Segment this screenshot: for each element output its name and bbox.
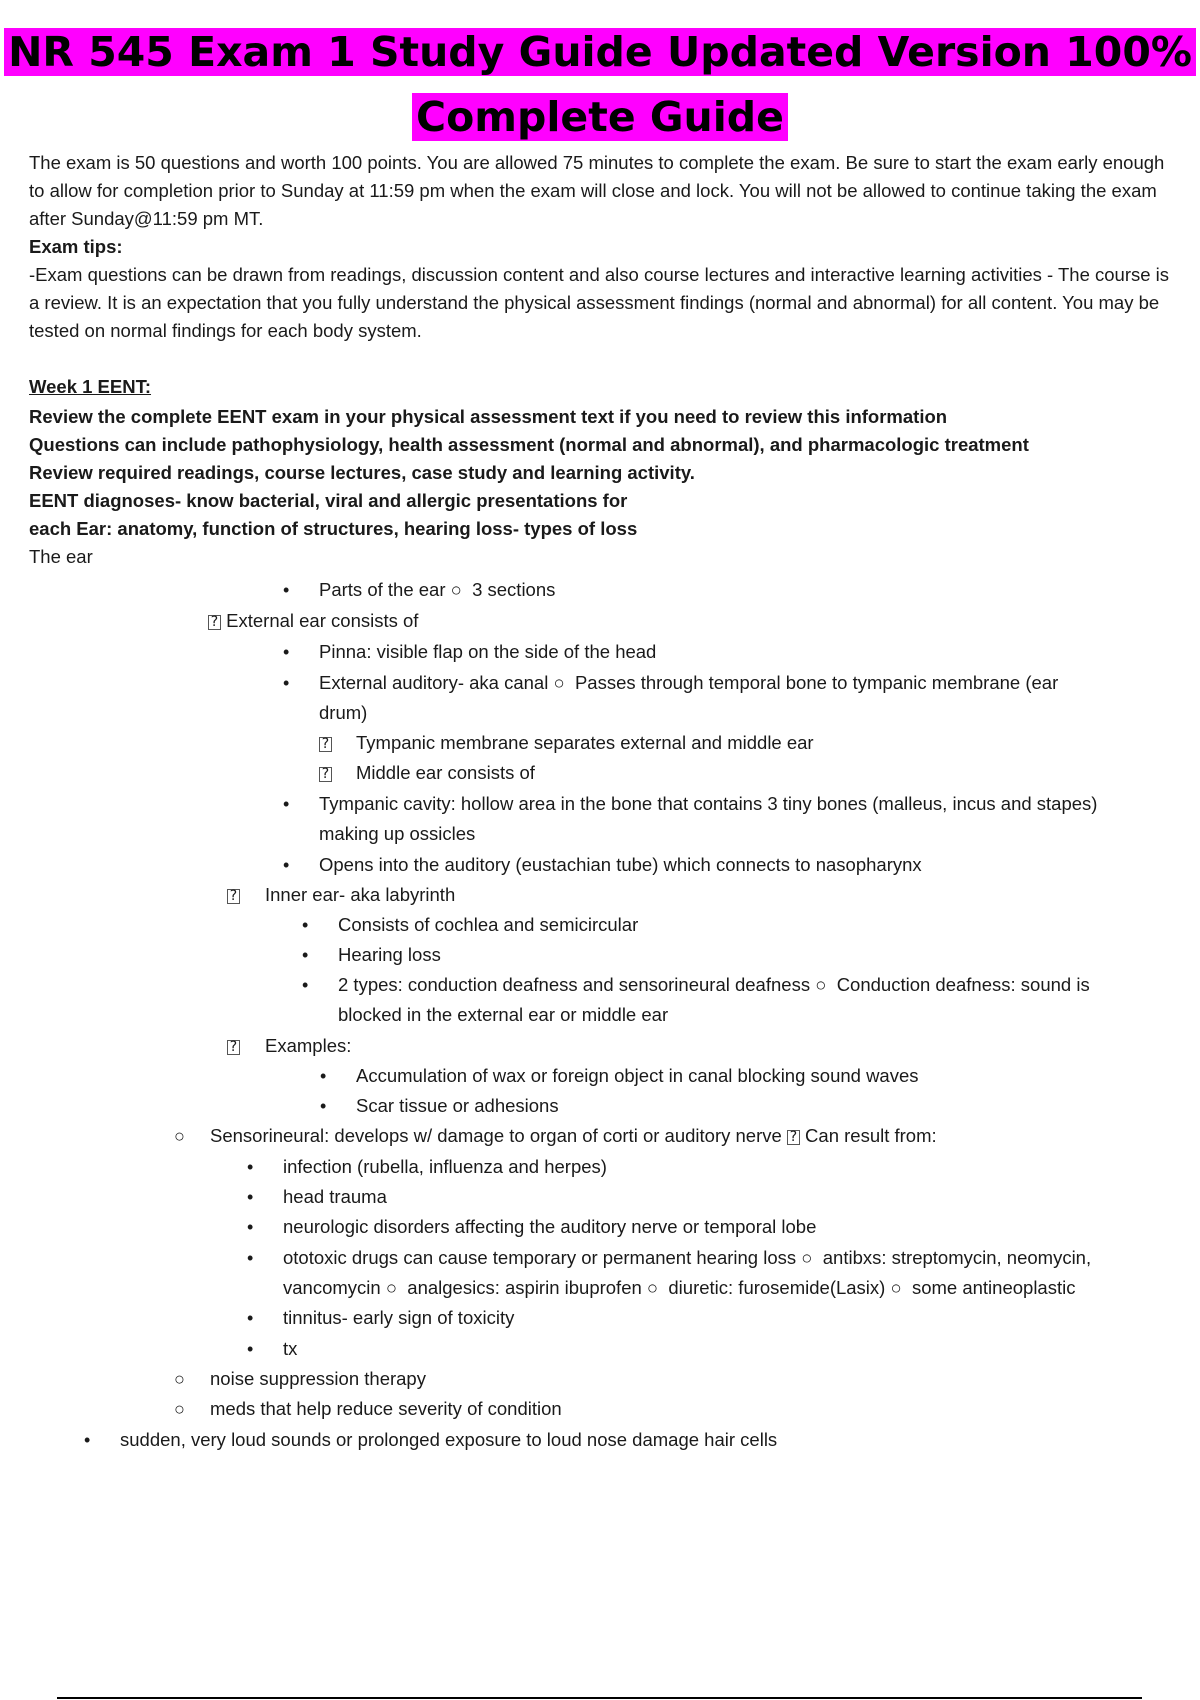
circle-bullet-icon: ○: [801, 1247, 813, 1268]
exam-tips-text: -Exam questions can be drawn from readings, discussion content and also course lectures and interactive learning activities - The course is a review. It is an expectation that you fully understand the physical assessment findings (normal and abnormal) for all content. You may be tested on normal findings for each body system.: [29, 264, 1170, 341]
list-item: infection (rubella, influenza and herpes): [283, 1156, 607, 1177]
circle-bullet-icon: ○: [174, 1126, 185, 1146]
list-item: tinnitus- early sign of toxicity: [283, 1307, 515, 1328]
list-item-continued: blocked in the external ear or middle ear: [338, 1004, 669, 1025]
bullet-icon: •: [283, 855, 290, 875]
list-item: Inner ear- aka labyrinth: [265, 884, 456, 905]
list-item: ? External ear consists of: [208, 607, 418, 635]
bullet-icon: •: [84, 1430, 91, 1450]
list-item-continued: vancomycin ○ analgesics: aspirin ibuprofen ○ diuretic: furosemide(Lasix) ○ some antineoplastic: [283, 1277, 1076, 1298]
list-item: Scar tissue or adhesions: [356, 1095, 559, 1116]
list-item: Parts of the ear ○ 3 sections: [319, 579, 556, 600]
missing-glyph-icon: ?: [319, 729, 332, 757]
the-ear-label: The ear: [29, 546, 93, 567]
list-item: Tympanic cavity: hollow area in the bone that contains 3 tiny bones (malleus, incus and stapes): [319, 793, 1098, 814]
intro-paragraph: The exam is 50 questions and worth 100 points. You are allowed 75 minutes to complete the exam. Be sure to start the exam early enough to allow for completion prior to Sunday at 11:59 pm when the exam will close and lock. You will not be allowed to continue taking the exam after Sunday@11:59 pm MT.: [29, 152, 1165, 229]
circle-bullet-icon: ○: [174, 1369, 185, 1389]
bullet-icon: •: [320, 1066, 327, 1086]
bullet-icon: •: [283, 580, 290, 600]
circle-bullet-icon: ○: [174, 1399, 185, 1419]
week1-line-5: each Ear: anatomy, function of structures, hearing loss- types of loss: [29, 518, 638, 539]
page-title: NR 545 Exam 1 Study Guide Updated Version 100%: [0, 24, 1200, 80]
list-item: Tympanic membrane separates external and middle ear: [356, 732, 814, 753]
week1-line-1: Review the complete EENT exam in your physical assessment text if you need to review this information: [29, 406, 948, 427]
list-item: Consists of cochlea and semicircular: [338, 914, 639, 935]
list-item: Middle ear consists of: [356, 762, 535, 783]
missing-glyph-icon: ?: [227, 1032, 240, 1060]
list-item: Examples:: [265, 1035, 352, 1056]
missing-glyph-icon: ?: [787, 1130, 800, 1145]
list-item: head trauma: [283, 1186, 387, 1207]
bullet-icon: •: [247, 1308, 254, 1328]
footer-rule: [57, 1697, 1142, 1699]
list-item: 2 types: conduction deafness and sensorineural deafness ○ Conduction deafness: sound is: [338, 974, 1090, 995]
list-item: Hearing loss: [338, 944, 441, 965]
list-item: meds that help reduce severity of condition: [210, 1398, 562, 1419]
circle-bullet-icon: ○: [646, 1277, 659, 1298]
list-item-continued: drum): [319, 702, 368, 723]
list-item: tx: [283, 1338, 298, 1359]
week1-line-2: Questions can include pathophysiology, health assessment (normal and abnormal), and pharmacologic treatment: [29, 434, 1029, 455]
missing-glyph-icon: ?: [227, 881, 240, 909]
week1-line-3: Review required readings, course lectures, case study and learning activity.: [29, 462, 695, 483]
bullet-icon: •: [247, 1248, 254, 1268]
list-item: Opens into the auditory (eustachian tube) which connects to nasopharynx: [319, 854, 922, 875]
missing-glyph-icon: ?: [208, 615, 221, 630]
exam-tips-heading: Exam tips:: [29, 236, 123, 257]
bullet-icon: •: [320, 1096, 327, 1116]
list-item: sudden, very loud sounds or prolonged exposure to loud nose damage hair cells: [120, 1429, 778, 1450]
bullet-icon: •: [302, 975, 309, 995]
list-item: Sensorineural: develops w/ damage to organ of corti or auditory nerve ? Can result from:: [210, 1125, 937, 1146]
circle-bullet-icon: ○: [385, 1277, 398, 1298]
list-item: External auditory- aka canal ○ Passes through temporal bone to tympanic membrane (ear: [319, 672, 1059, 693]
bullet-icon: •: [302, 945, 309, 965]
list-item-continued: making up ossicles: [319, 823, 476, 844]
list-item: ototoxic drugs can cause temporary or permanent hearing loss ○ antibxs: streptomycin, neomycin,: [283, 1247, 1092, 1268]
missing-glyph-icon: ?: [319, 759, 332, 787]
bullet-icon: •: [247, 1157, 254, 1177]
page-title-line-2: Complete Guide: [0, 89, 1200, 145]
bullet-icon: •: [283, 794, 290, 814]
circle-bullet-icon: ○: [890, 1277, 902, 1298]
bullet-icon: •: [247, 1217, 254, 1237]
list-item: neurologic disorders affecting the auditory nerve or temporal lobe: [283, 1216, 817, 1237]
bullet-icon: •: [247, 1339, 254, 1359]
week1-line-4: EENT diagnoses- know bacterial, viral and allergic presentations for: [29, 490, 628, 511]
bullet-icon: •: [283, 673, 290, 693]
bullet-icon: •: [247, 1187, 254, 1207]
list-item: Pinna: visible flap on the side of the head: [319, 641, 657, 662]
week1-heading: Week 1 EENT:: [29, 376, 152, 397]
bullet-icon: •: [302, 915, 309, 935]
circle-bullet-icon: ○: [553, 672, 565, 693]
bullet-icon: •: [283, 642, 290, 662]
circle-bullet-icon: ○: [815, 974, 827, 995]
circle-bullet-icon: ○: [450, 579, 462, 600]
list-item: noise suppression therapy: [210, 1368, 426, 1389]
list-item: Accumulation of wax or foreign object in canal blocking sound waves: [356, 1065, 919, 1086]
